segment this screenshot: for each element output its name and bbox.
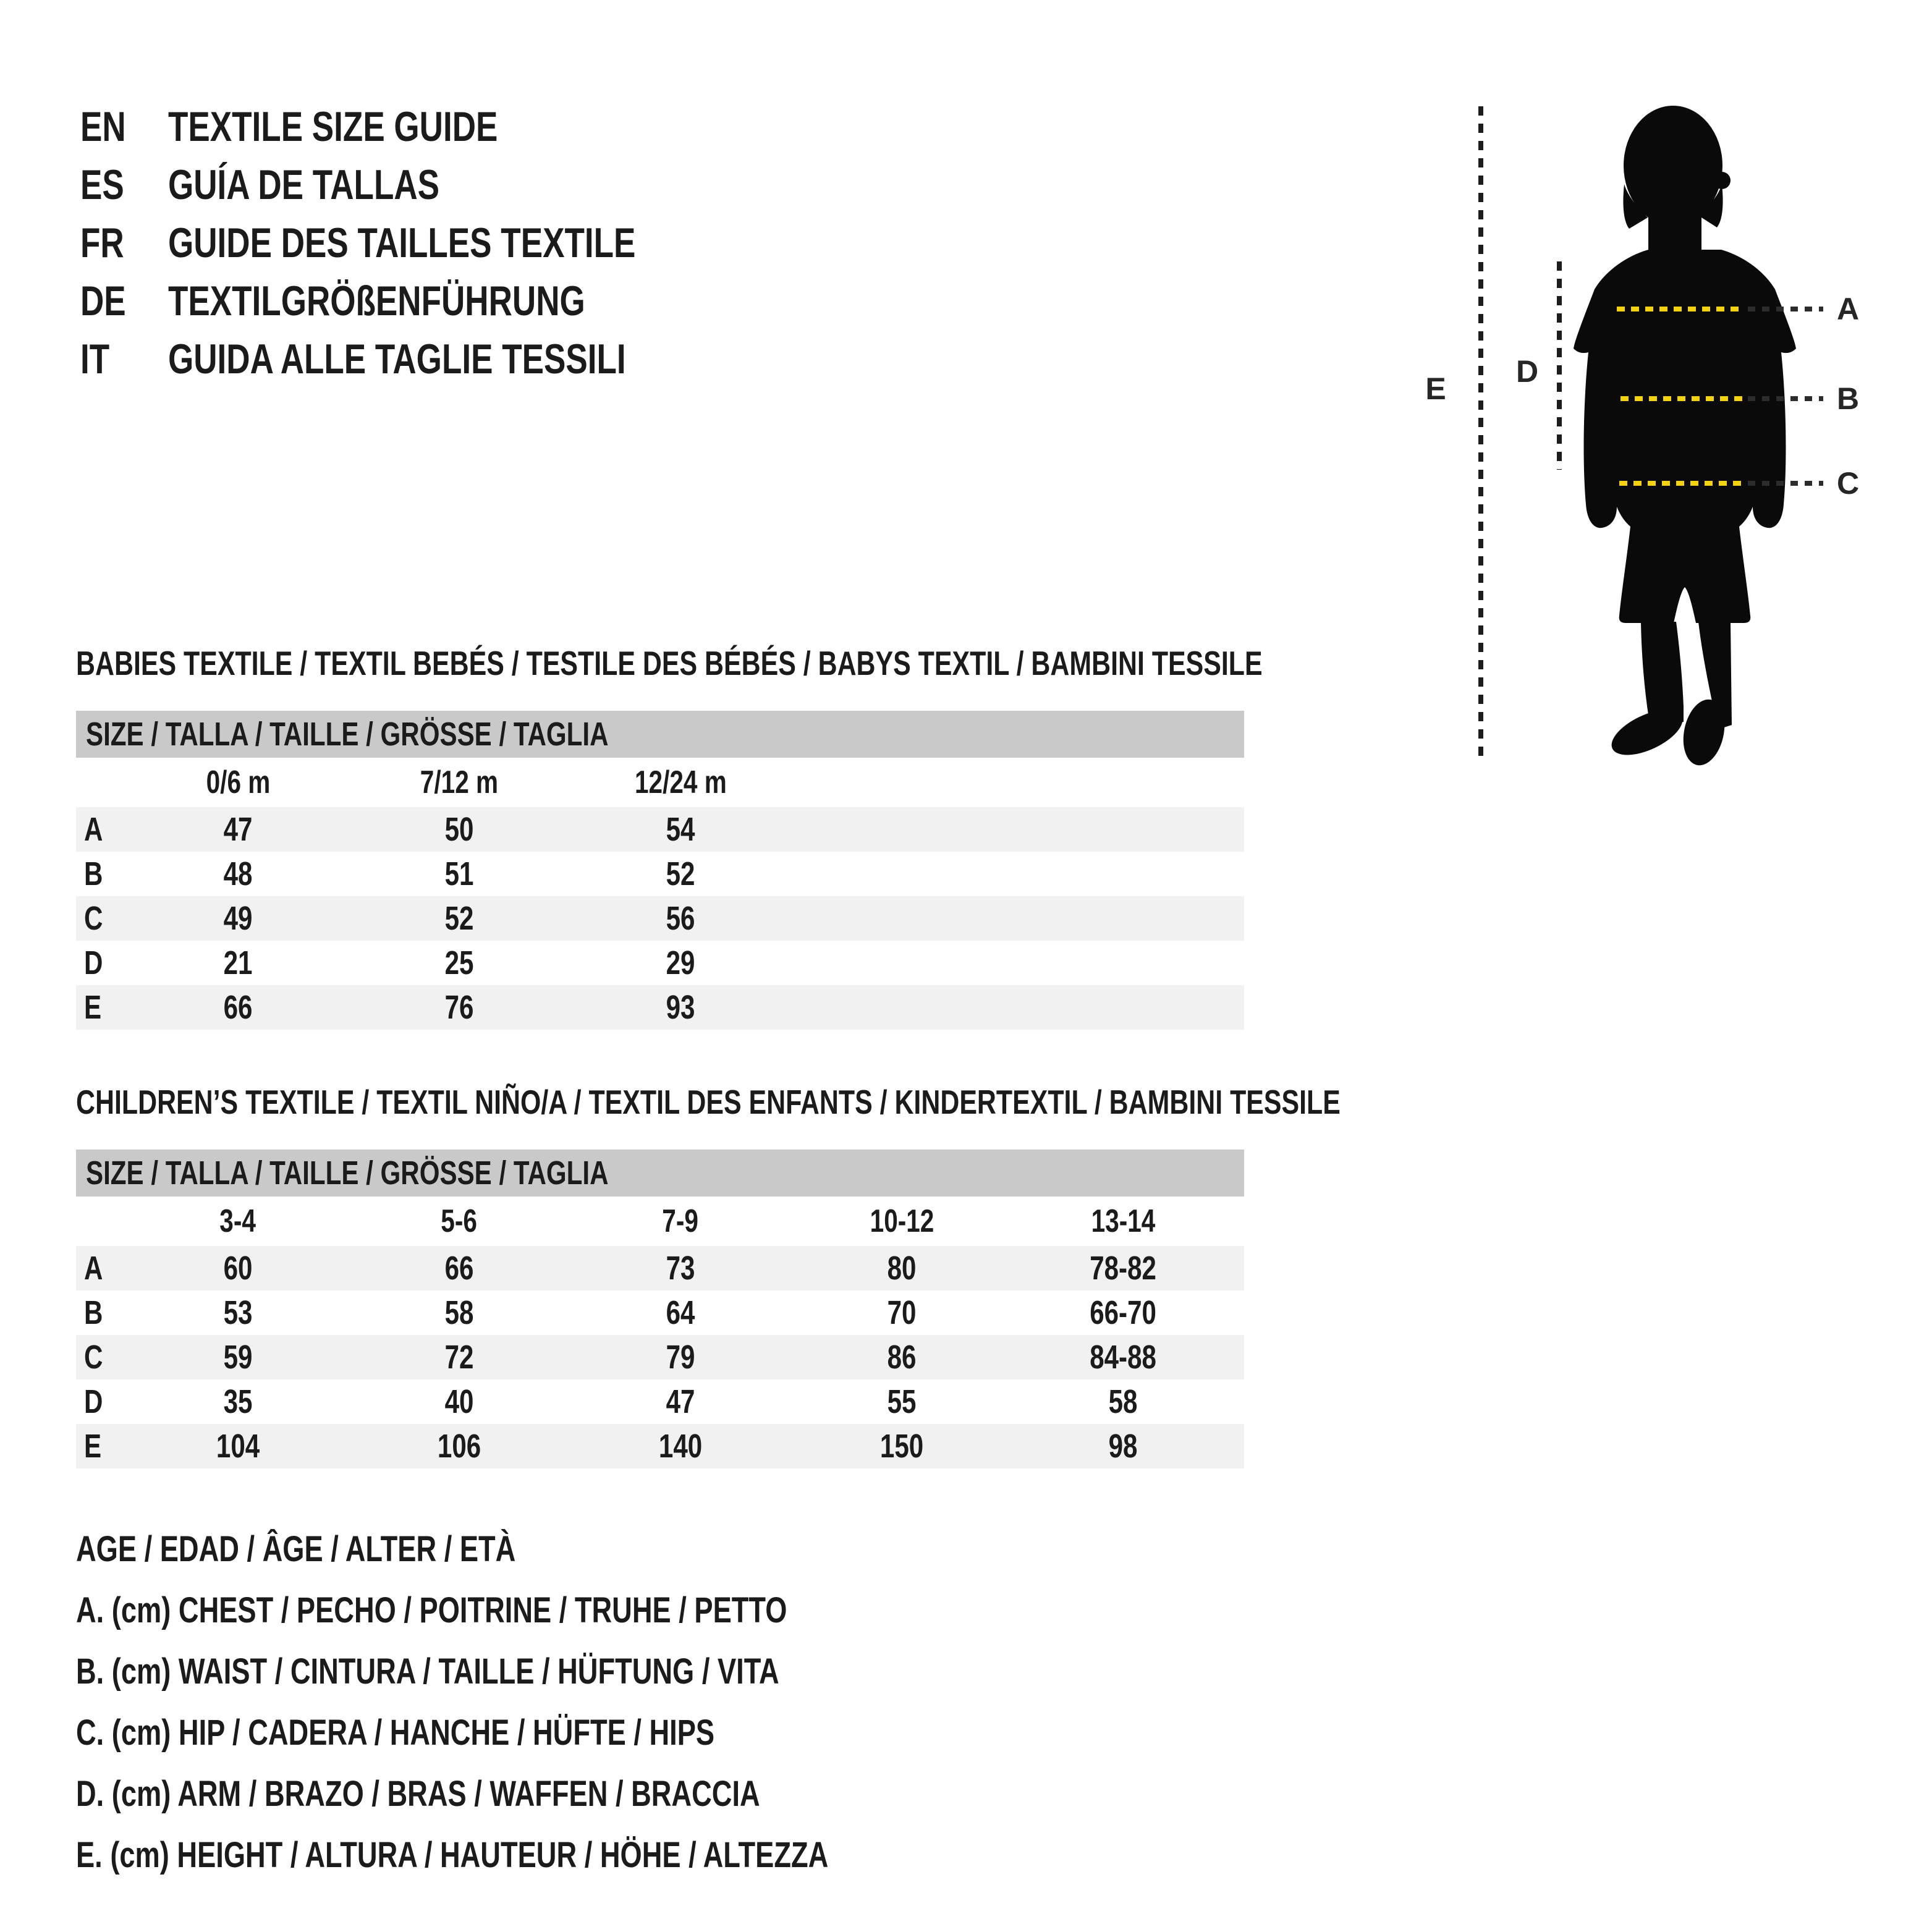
table-cell: 35 (223, 1383, 253, 1420)
table-cell: 50 (444, 811, 474, 848)
legend-line-waist: B. (cm) WAIST / CINTURA / TAILLE / HÜFTUNG / VITA (76, 1651, 779, 1692)
legend-line-arm: D. (cm) ARM / BRAZO / BRAS / WAFFEN / BRACCIA (76, 1774, 760, 1814)
row-label: D (84, 1383, 103, 1420)
row-label: C (84, 1339, 103, 1376)
table-cell: 73 (666, 1250, 695, 1287)
language-row-fr (80, 214, 768, 272)
row-label: B (84, 1294, 103, 1331)
table-row (76, 1290, 1244, 1335)
table-cell: 64 (666, 1294, 695, 1331)
row-label: E (84, 1428, 102, 1465)
table-cell: 49 (223, 900, 253, 937)
children-section-title-text: CHILDREN’S TEXTILE / TEXTIL NIÑO/A / TEXTIL DES ENFANTS / KINDERTEXTIL / BAMBINI TESSILE (76, 1083, 1341, 1121)
language-row-de (80, 272, 768, 330)
table-cell: 48 (223, 855, 253, 892)
waist-measure-line-dark (1748, 396, 1823, 401)
table-cell: 53 (223, 1294, 253, 1331)
table-row (76, 896, 1244, 941)
children-section-title (76, 1083, 1697, 1121)
table-cell: 86 (887, 1339, 917, 1376)
table-cell: 93 (666, 989, 695, 1026)
hip-measure-line-dark (1748, 481, 1823, 486)
measure-label-e: E (1425, 371, 1446, 406)
column-header: 5-6 (441, 1203, 478, 1239)
column-header: 0/6 m (206, 765, 270, 800)
table-cell: 104 (216, 1428, 260, 1465)
waist-measure-line-yellow (1621, 396, 1743, 401)
row-label: A (84, 811, 103, 848)
guide-title-es: GUÍA DE TALLAS (168, 161, 440, 208)
table-row (76, 1335, 1244, 1379)
language-title-list (80, 98, 768, 388)
hip-measure-line-yellow (1619, 481, 1743, 486)
table-cell: 52 (666, 855, 695, 892)
children-size-header-text: SIZE / TALLA / TAILLE / GRÖSSE / TAGLIA (86, 1155, 609, 1192)
table-row (76, 807, 1244, 852)
chest-measure-line-yellow (1617, 307, 1743, 311)
table-cell: 58 (444, 1294, 474, 1331)
language-row-es (80, 156, 768, 214)
table-row (76, 852, 1244, 896)
language-code: FR (80, 219, 124, 266)
legend-line-chest: A. (cm) CHEST / PECHO / POITRINE / TRUHE / PETTO (76, 1590, 787, 1630)
table-cell: 55 (887, 1383, 917, 1420)
language-row-en (80, 98, 768, 156)
table-cell: 70 (887, 1294, 917, 1331)
column-header: 3-4 (219, 1203, 256, 1239)
table-row (76, 1424, 1244, 1468)
table-cell: 52 (444, 900, 474, 937)
language-code: ES (80, 161, 124, 208)
babies-size-header-bar (76, 711, 1244, 758)
row-label: B (84, 855, 103, 892)
measurement-legend (76, 1519, 1041, 1886)
table-cell: 106 (437, 1428, 481, 1465)
table-cell: 56 (666, 900, 695, 937)
measure-label-c: C (1837, 466, 1860, 501)
guide-title-fr: GUIDE DES TAILLES TEXTILE (168, 219, 636, 266)
table-cell: 40 (444, 1383, 474, 1420)
table-cell: 58 (1108, 1383, 1138, 1420)
table-cell: 54 (666, 811, 695, 848)
column-header: 10-12 (870, 1203, 934, 1239)
legend-line-hip: C. (cm) HIP / CADERA / HANCHE / HÜFTE / HIPS (76, 1713, 715, 1753)
guide-title-it: GUIDA ALLE TAGLIE TESSILI (168, 336, 626, 383)
table-row (76, 985, 1244, 1030)
table-cell: 150 (879, 1428, 924, 1465)
language-code: EN (80, 103, 126, 150)
row-label: E (84, 989, 102, 1026)
measure-label-a: A (1837, 292, 1860, 326)
language-row-it (80, 330, 768, 388)
babies-section-title-text: BABIES TEXTILE / TEXTIL BEBÉS / TESTILE DES BÉBÉS / BABYS TEXTIL / BAMBINI TESSILE (76, 644, 1263, 682)
silhouette-torso (1574, 250, 1796, 623)
legend-line-height: E. (cm) HEIGHT / ALTURA / HAUTEUR / HÖHE / ALTEZZA (76, 1835, 829, 1875)
table-row (76, 941, 1244, 985)
table-cell: 47 (223, 811, 253, 848)
column-header: 7-9 (662, 1203, 699, 1239)
guide-title-en: TEXTILE SIZE GUIDE (168, 103, 498, 150)
table-cell: 25 (444, 944, 474, 981)
table-cell: 76 (444, 989, 474, 1026)
table-cell: 78-82 (1090, 1250, 1156, 1287)
child-silhouette-image (1570, 104, 1800, 773)
children-size-header-bar (76, 1150, 1244, 1197)
table-row (76, 1379, 1244, 1424)
table-cell: 60 (223, 1250, 253, 1287)
table-cell: 66 (223, 989, 253, 1026)
table-cell: 66 (444, 1250, 474, 1287)
legend-line-age: AGE / EDAD / ÂGE / ALTER / ETÀ (76, 1529, 516, 1569)
column-header: 12/24 m (634, 765, 727, 800)
babies-size-header-text: SIZE / TALLA / TAILLE / GRÖSSE / TAGLIA (86, 716, 609, 753)
children-column-header-row (76, 1197, 1244, 1246)
chest-measure-line-dark (1748, 307, 1823, 311)
table-cell: 66-70 (1090, 1294, 1156, 1331)
table-cell: 84-88 (1090, 1339, 1156, 1376)
measure-label-d: D (1515, 354, 1539, 389)
table-cell: 47 (666, 1383, 695, 1420)
table-cell: 80 (887, 1250, 917, 1287)
table-cell: 98 (1108, 1428, 1138, 1465)
row-label: C (84, 900, 103, 937)
silhouette-ear (1713, 172, 1731, 189)
column-header: 13-14 (1091, 1203, 1155, 1239)
table-cell: 72 (444, 1339, 474, 1376)
table-cell: 79 (666, 1339, 695, 1376)
table-cell: 59 (223, 1339, 253, 1376)
table-cell: 140 (658, 1428, 703, 1465)
measure-label-b: B (1837, 381, 1860, 416)
table-cell: 51 (444, 855, 474, 892)
row-label: A (84, 1250, 103, 1287)
row-label: D (84, 944, 103, 981)
language-code: DE (80, 278, 126, 324)
babies-column-header-row (76, 758, 1244, 807)
arm-measure-line-d (1557, 261, 1562, 470)
guide-title-de: TEXTILGRÖßENFÜHRUNG (168, 278, 585, 324)
table-cell: 29 (666, 944, 695, 981)
table-cell: 21 (223, 944, 253, 981)
language-code: IT (80, 336, 110, 383)
babies-section-title (76, 644, 1597, 682)
column-header: 7/12 m (420, 765, 499, 800)
silhouette-neck (1648, 213, 1701, 251)
table-row (76, 1246, 1244, 1290)
